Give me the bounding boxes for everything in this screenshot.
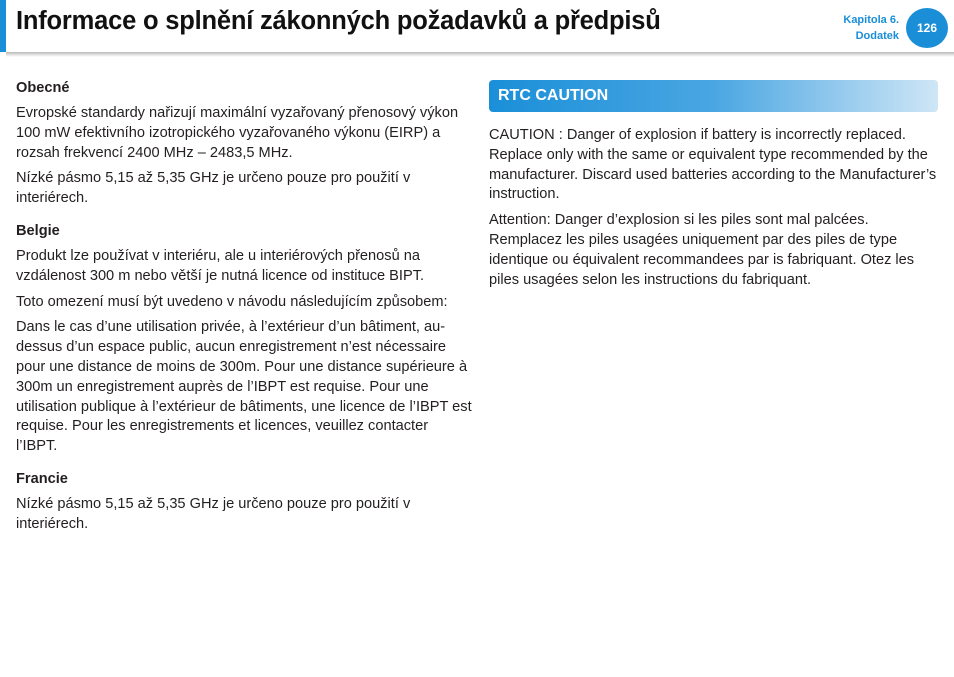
paragraph: Produkt lze používat v interiéru, ale u interiérových přenosů na vzdálenost 300 m nebo větší je nutná licence od instituce BIPT. — [16, 247, 425, 284]
header-divider — [6, 52, 954, 57]
paragraph: Toto omezení musí být uvedeno v návodu následujícím způsobem: — [16, 293, 448, 310]
rtc-caution-header: RTC CAUTION — [489, 80, 938, 112]
chapter-label: Kapitola 6. — [843, 14, 899, 26]
section-belgie — [16, 221, 472, 457]
section-obecne — [16, 78, 472, 209]
page-number-badge: 126 — [906, 8, 948, 48]
page-title: Informace o splnění zákonných požadavků a předpisů — [16, 7, 661, 35]
left-column — [16, 78, 472, 541]
section-label: Dodatek — [855, 30, 899, 42]
right-column — [489, 80, 938, 296]
paragraph: Nízké pásmo 5,15 až 5,35 GHz je určeno pouze pro použití v interiérech. — [16, 495, 411, 532]
section-heading-belgie: Belgie — [16, 222, 60, 239]
paragraph-caution-fr: Attention: Danger d’explosion si les piles sont mal palcées. Remplacez les piles usagées uniquement par des piles de type identique ou équivalent recommandees par is fabriquant. Otez les piles usagées selon les instructions du fabriquant. — [489, 212, 915, 288]
paragraph: Dans le cas d’une utilisation privée, à l’extérieur d’un bâtiment, au-dessus d’un espace public, aucun enregistrement n’est nécessaire pour une distance de moins de 300m. Pour une distance supérieure à 300m un enregistrement auprès de l’IBPT est requise. Pour une utilisation publique à l’extérieur de bâtiments, une licence de l’IBPT est requise. Pour les enregistrements et licences, veuillez contacter l’IBPT. — [16, 319, 472, 455]
paragraph: Nízké pásmo 5,15 až 5,35 GHz je určeno pouze pro použití v interiérech. — [16, 170, 411, 207]
paragraph: Evropské standardy nařizují maximální vyzařovaný přenosový výkon 100 mW efektivního izotropického vyzařovaného výkonu (EIRP) a rozsah frekvencí 2400 MHz – 2483,5 MHz. — [16, 105, 459, 161]
section-heading-obecne: Obecné — [16, 80, 70, 96]
section-heading-francie: Francie — [16, 470, 68, 487]
section-francie — [16, 469, 472, 535]
header-accent-bar — [0, 0, 6, 52]
chapter-indicator — [843, 12, 899, 44]
paragraph-caution-en: CAUTION : Danger of explosion if battery is incorrectly replaced. Replace only with the same or equivalent type recommended by the manufacturer. Discard used batteries according to the Manufacturer’s instruction. — [489, 127, 937, 203]
